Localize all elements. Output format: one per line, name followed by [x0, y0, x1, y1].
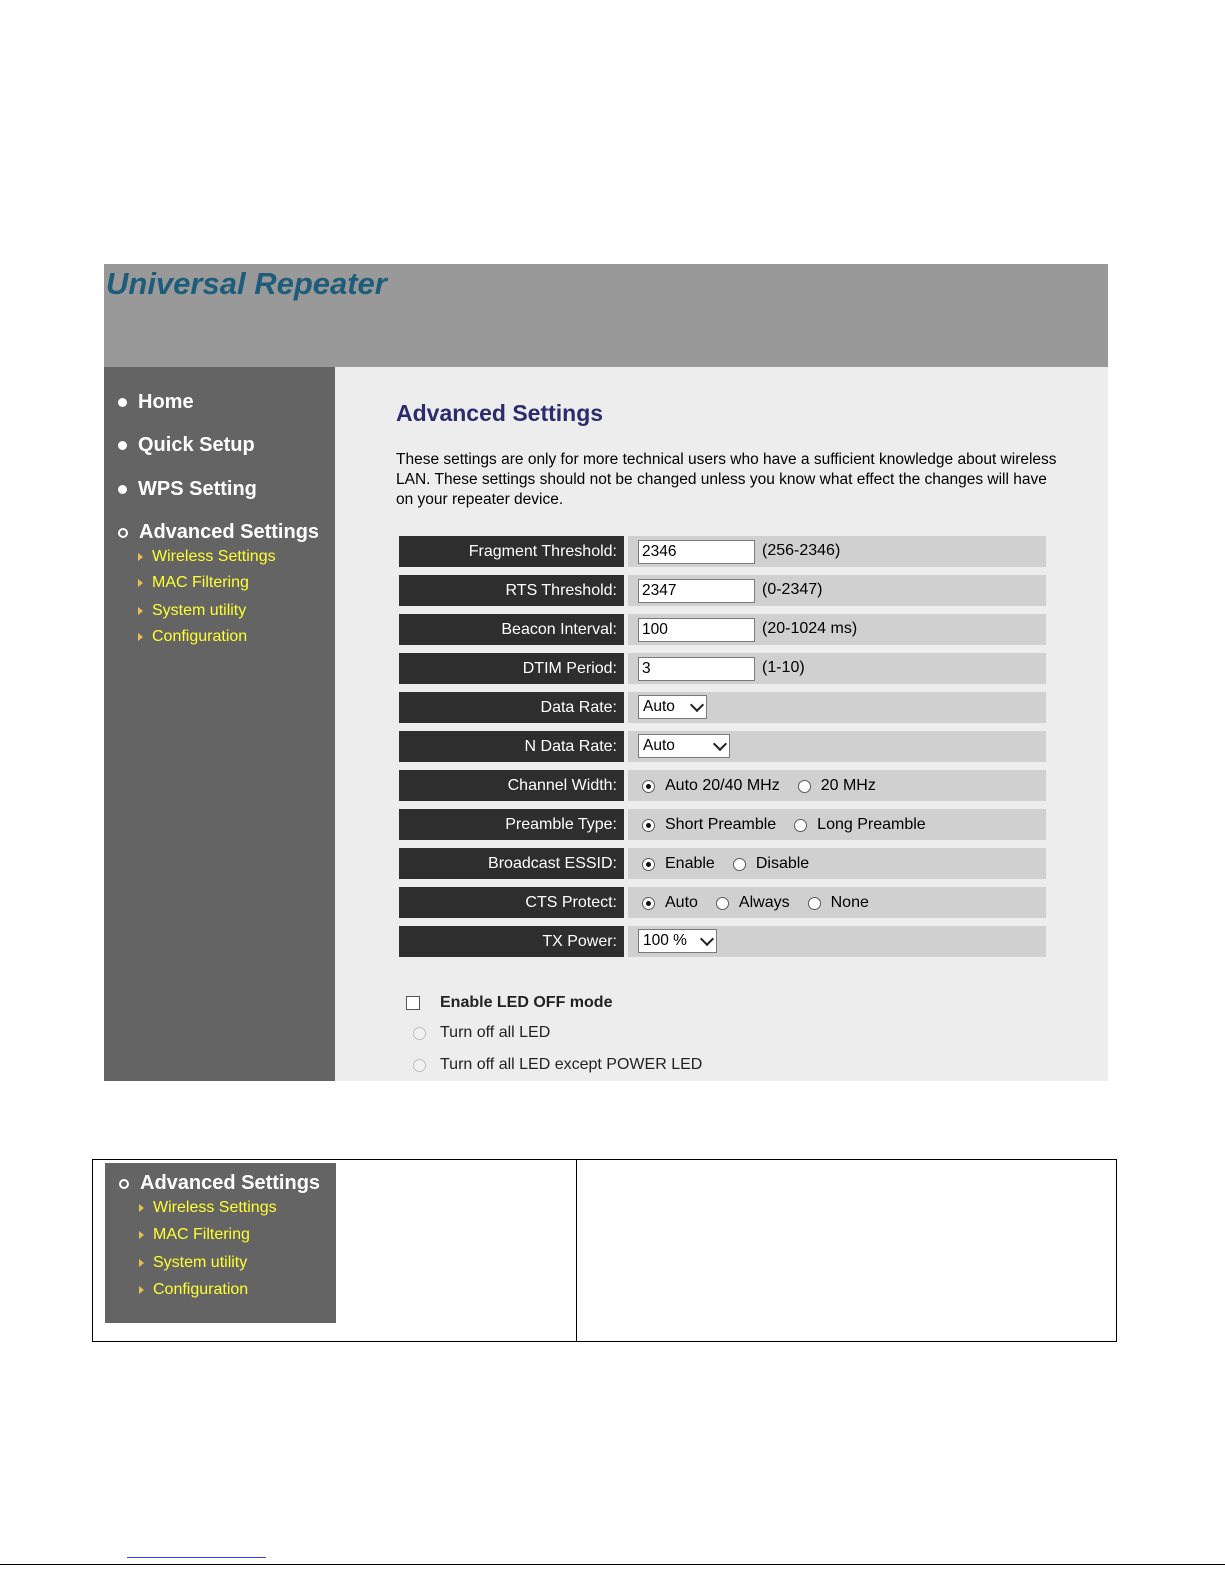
radio-label: Auto 20/40 MHz [665, 777, 780, 794]
sidebar-item-label: WPS Setting [138, 478, 257, 500]
radio-label: Enable [665, 855, 715, 872]
field-label: RTS Threshold: [399, 575, 624, 606]
field-label: DTIM Period: [399, 653, 624, 684]
menu-crop-system-utility[interactable] [139, 1254, 247, 1272]
row-rts-threshold [399, 575, 1046, 606]
arrow-right-icon [139, 1286, 144, 1294]
field-value-cell [628, 770, 1046, 801]
select-value: Auto [643, 737, 675, 754]
radio-essid-disable[interactable] [733, 858, 746, 871]
field-label: Preamble Type: [399, 809, 624, 840]
radio-label: Long Preamble [817, 816, 926, 833]
footer-link-underline [127, 1557, 266, 1558]
select-value: 100 % [643, 932, 687, 949]
field-label: Beacon Interval: [399, 614, 624, 645]
field-label: Fragment Threshold: [399, 536, 624, 567]
router-admin-screenshot [104, 264, 1108, 1081]
radio-group [642, 855, 827, 873]
beacon-interval-input[interactable] [638, 618, 755, 642]
radio-label: Auto [665, 894, 698, 911]
row-broadcast-essid [399, 848, 1046, 879]
row-cts-protect [399, 887, 1046, 918]
menu-crop-configuration[interactable] [139, 1281, 248, 1299]
field-label: TX Power: [399, 926, 624, 957]
field-label: N Data Rate: [399, 731, 624, 762]
menu-crop-label: MAC Filtering [153, 1226, 250, 1243]
row-dtim-period [399, 653, 1046, 684]
row-beacon-interval [399, 614, 1046, 645]
field-label: CTS Protect: [399, 887, 624, 918]
arrow-right-icon [138, 553, 143, 561]
chevron-down-icon [713, 736, 727, 750]
field-value-cell [628, 887, 1046, 918]
bullet-active-icon [119, 1179, 129, 1189]
sidebar-subitem-configuration[interactable] [138, 628, 247, 646]
radio-led-all-off[interactable] [413, 1027, 426, 1040]
app-title: Universal Repeater [106, 266, 387, 301]
menu-crop-advanced-settings[interactable] [119, 1172, 320, 1195]
sidebar-subitem-wireless-settings[interactable] [138, 548, 276, 566]
radio-group [642, 777, 894, 795]
menu-crop-wireless-settings[interactable] [139, 1199, 277, 1217]
sidebar-subitem-label: MAC Filtering [152, 574, 249, 591]
intro-text: These settings are only for more technical users who have a sufficient knowledge about wireless LAN. These settings should not be changed unless you know what effect the changes will have on your repeater device. [396, 451, 1057, 508]
range-hint: (0-2347) [762, 581, 823, 598]
radio-led-except-power[interactable] [413, 1059, 426, 1072]
arrow-right-icon [138, 607, 143, 615]
sidebar-item-quick-setup[interactable] [118, 434, 255, 457]
data-rate-select[interactable] [638, 695, 707, 719]
sidebar [104, 367, 335, 1081]
range-hint: (256-2346) [762, 542, 841, 559]
field-value-cell [628, 848, 1046, 879]
field-value-cell [628, 692, 1046, 723]
sidebar-item-label: Home [138, 391, 194, 413]
menu-crop-label: System utility [153, 1254, 248, 1271]
radio-cts-auto[interactable] [642, 897, 655, 910]
radio-essid-enable[interactable] [642, 858, 655, 871]
row-preamble-type [399, 809, 1046, 840]
field-value-cell [628, 536, 1046, 567]
radio-label: Disable [755, 855, 810, 872]
chevron-down-icon [700, 931, 714, 945]
page-title: Advanced Settings [396, 400, 604, 426]
field-value-cell [628, 731, 1046, 762]
radio-20mhz[interactable] [798, 780, 811, 793]
sidebar-item-label: Advanced Settings [139, 521, 320, 543]
tx-power-select[interactable] [638, 929, 717, 953]
row-channel-width [399, 770, 1046, 801]
arrow-right-icon [138, 633, 143, 641]
led-option-all-off [413, 1024, 550, 1042]
sidebar-subitem-label: Wireless Settings [152, 548, 276, 565]
bullet-active-icon [118, 528, 128, 538]
footer-rule [0, 1564, 1225, 1565]
select-value: Auto [643, 698, 675, 715]
fragment-threshold-input[interactable] [638, 540, 755, 564]
main-content [335, 367, 1108, 1081]
arrow-right-icon [139, 1204, 144, 1212]
menu-crop [105, 1163, 336, 1323]
arrow-right-icon [138, 579, 143, 587]
row-fragment-threshold [399, 536, 1046, 567]
radio-label: 20 MHz [820, 777, 876, 794]
rts-threshold-input[interactable] [638, 579, 755, 603]
sidebar-item-advanced-settings[interactable] [118, 521, 319, 544]
radio-label: Always [738, 894, 790, 911]
menu-crop-mac-filtering[interactable] [139, 1226, 250, 1244]
led-off-checkbox[interactable] [406, 996, 420, 1010]
radio-auto-20-40[interactable] [642, 780, 655, 793]
header-banner [104, 264, 1108, 367]
sidebar-subitem-label: Configuration [152, 628, 248, 645]
sidebar-subitem-system-utility[interactable] [138, 602, 246, 620]
radio-label: Short Preamble [665, 816, 777, 833]
sidebar-item-home[interactable] [118, 391, 194, 414]
sidebar-item-wps-setting[interactable] [118, 478, 257, 501]
sidebar-item-label: Quick Setup [138, 434, 255, 456]
row-n-data-rate [399, 731, 1046, 762]
arrow-right-icon [139, 1231, 144, 1239]
n-data-rate-select[interactable] [638, 734, 730, 758]
doc-table-divider [576, 1159, 577, 1342]
row-data-rate [399, 692, 1046, 723]
led-off-mode [406, 994, 612, 1012]
field-label: Channel Width: [399, 770, 624, 801]
row-tx-power [399, 926, 1046, 957]
field-value-cell [628, 809, 1046, 840]
menu-crop-label: Wireless Settings [153, 1199, 277, 1216]
arrow-right-icon [139, 1259, 144, 1267]
radio-label: Turn off all LED [440, 1024, 551, 1041]
radio-group [642, 894, 887, 912]
radio-group [642, 816, 944, 834]
menu-crop-title: Advanced Settings [140, 1172, 321, 1194]
bullet-icon [118, 441, 127, 450]
field-value-cell [628, 926, 1046, 957]
radio-cts-none[interactable] [808, 897, 821, 910]
field-value-cell [628, 614, 1046, 645]
field-value-cell [628, 575, 1046, 606]
dtim-period-input[interactable] [638, 657, 755, 681]
led-option-except-power [413, 1056, 702, 1074]
radio-cts-always[interactable] [716, 897, 729, 910]
field-label: Data Rate: [399, 692, 624, 723]
sidebar-subitem-mac-filtering[interactable] [138, 574, 249, 592]
radio-label: None [830, 894, 869, 911]
radio-short-preamble[interactable] [642, 819, 655, 832]
radio-label: Turn off all LED except POWER LED [440, 1056, 703, 1073]
field-label: Broadcast ESSID: [399, 848, 624, 879]
range-hint: (1-10) [762, 659, 805, 676]
radio-long-preamble[interactable] [794, 819, 807, 832]
led-off-label: Enable LED OFF mode [440, 994, 613, 1011]
menu-crop-label: Configuration [153, 1281, 249, 1298]
bullet-icon [118, 485, 127, 494]
bullet-icon [118, 398, 127, 407]
field-value-cell [628, 653, 1046, 684]
range-hint: (20-1024 ms) [762, 620, 858, 637]
chevron-down-icon [690, 697, 704, 711]
sidebar-subitem-label: System utility [152, 602, 247, 619]
